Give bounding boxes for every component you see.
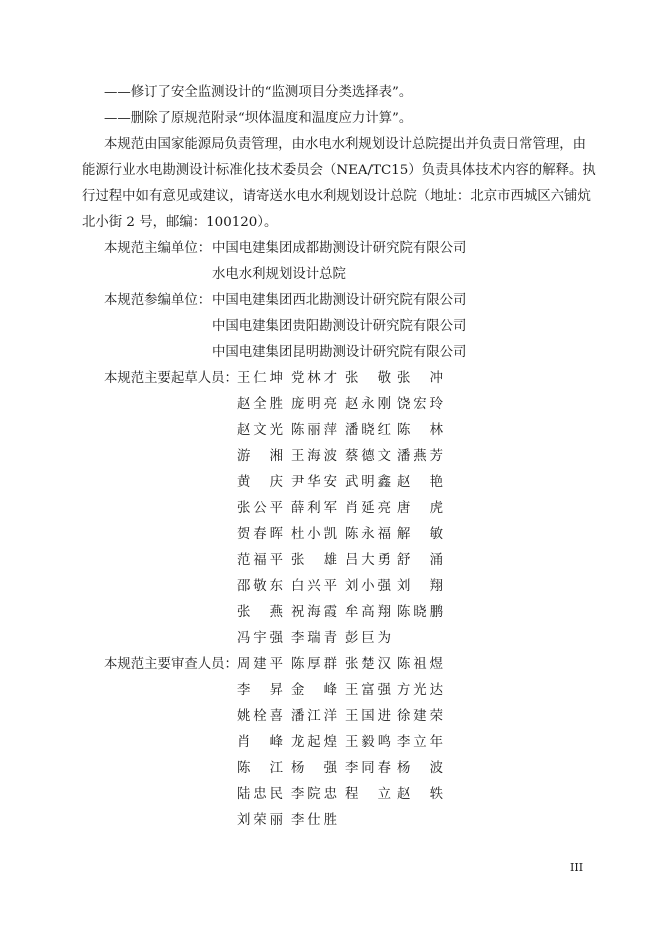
person-name: 陈晓鹏 [397,605,443,620]
person-name: 金 峰 [291,683,337,698]
person-name: 徐建荣 [397,709,443,724]
management-line-1: 本规范由国家能源局负责管理，由水电水利规划设计总院提出并负责日常管理，由 [104,137,587,152]
person-name: 牟高翔 [345,605,391,620]
person-name: 潘燕芳 [397,449,443,464]
page-number: III [570,861,584,874]
person-name: 尹华安 [291,475,337,490]
person-name: 李仕胜 [291,813,337,828]
revision-item-1: ——修订了安全监测设计的“监测项目分类选择表”。 [104,85,413,100]
person-name: 饶宏玲 [397,397,443,412]
person-name: 方光达 [397,683,443,698]
person-name: 游 湘 [237,449,283,464]
person-name: 肖延亮 [345,501,391,516]
person-name: 武明鑫 [345,475,391,490]
person-name: 王海波 [291,449,337,464]
participating-unit: 中国电建集团贵阳勘测设计研究院有限公司 [212,319,467,334]
person-name: 张 冲 [397,371,443,386]
person-name: 陈 林 [397,423,443,438]
person-name: 李 昇 [237,683,283,698]
person-name: 冯宇强 [237,631,283,646]
person-name: 程 立 [345,787,391,802]
person-name: 杜小凯 [291,527,337,542]
person-name: 舒 涌 [397,553,443,568]
person-name: 黄 庆 [237,475,283,490]
person-name: 赵 轶 [397,787,443,802]
person-name: 白兴平 [291,579,337,594]
person-name: 薛利军 [291,501,337,516]
person-name: 肖 峰 [237,735,283,750]
person-name: 赵永刚 [345,397,391,412]
person-name: 刘小强 [345,579,391,594]
person-name: 杨 强 [291,761,337,776]
revision-item-2: ——删除了原规范附录“坝体温度和温度应力计算”。 [104,111,413,126]
person-name: 陆忠民 [237,787,283,802]
person-name: 陈 江 [237,761,283,776]
person-name: 赵 艳 [397,475,443,490]
person-name: 龙起煌 [291,735,337,750]
person-name: 解 敏 [397,527,443,542]
drafters-label: 本规范主要起草人员： [104,371,238,386]
person-name: 祝海霞 [291,605,337,620]
reviewers-label: 本规范主要审查人员： [104,657,238,672]
person-name: 党林才 [291,371,337,386]
person-name: 蔡德文 [345,449,391,464]
person-name: 刘荣丽 [237,813,283,828]
management-line-2: 能源行业水电勘测设计标准化技术委员会（NEA/TC15）负责具体技术内容的解释。执 [82,163,596,178]
person-name: 李瑞青 [291,631,337,646]
person-name: 王仁坤 [237,371,283,386]
person-name: 赵全胜 [237,397,283,412]
person-name: 吕大勇 [345,553,391,568]
person-name: 张楚汉 [345,657,391,672]
person-name: 潘江洋 [291,709,337,724]
person-name: 张 敬 [345,371,391,386]
person-name: 陈祖煜 [397,657,443,672]
person-name: 唐 虎 [397,501,443,516]
person-name: 姚栓喜 [237,709,283,724]
participating-unit: 中国电建集团西北勘测设计研究院有限公司 [212,293,467,308]
person-name: 张 燕 [237,605,283,620]
chief-editor-label: 本规范主编单位： [104,241,212,256]
person-name: 邵敬东 [237,579,283,594]
person-name: 张公平 [237,501,283,516]
management-line-3: 行过程中如有意见或建议，请寄送水电水利规划设计总院（地址：北京市西城区六铺炕 [82,189,591,204]
person-name: 李立年 [397,735,443,750]
person-name: 贺春晖 [237,527,283,542]
person-name: 张 雄 [291,553,337,568]
person-name: 彭巨为 [345,631,391,646]
person-name: 陈厚群 [291,657,337,672]
person-name: 庞明亮 [291,397,337,412]
person-name: 潘晓红 [345,423,391,438]
person-name: 范福平 [237,553,283,568]
person-name: 赵文光 [237,423,283,438]
participating-label: 本规范参编单位： [104,293,212,308]
person-name: 陈永福 [345,527,391,542]
management-line-4: 北小街 2 号，邮编：100120）。 [82,215,278,230]
chief-editor-unit: 水电水利规划设计总院 [212,267,346,282]
person-name: 李同春 [345,761,391,776]
person-name: 王国进 [345,709,391,724]
person-name: 王毅鸣 [345,735,391,750]
participating-unit: 中国电建集团昆明勘测设计研究院有限公司 [212,345,467,360]
person-name: 杨 波 [397,761,443,776]
person-name: 李院忠 [291,787,337,802]
chief-editor-unit: 中国电建集团成都勘测设计研究院有限公司 [212,241,467,256]
person-name: 刘 翔 [397,579,443,594]
person-name: 陈丽萍 [291,423,337,438]
person-name: 王富强 [345,683,391,698]
person-name: 周建平 [237,657,283,672]
